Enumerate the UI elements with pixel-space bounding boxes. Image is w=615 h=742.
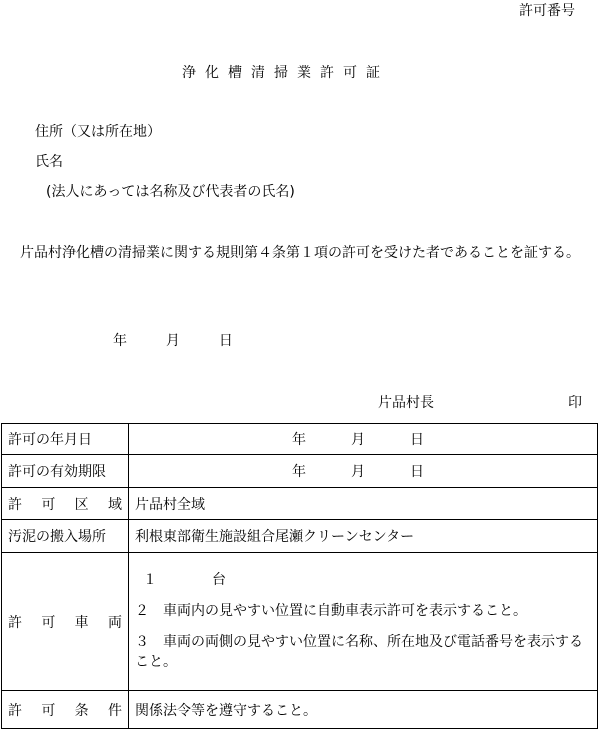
month-label: 月 [351, 464, 365, 480]
issue-date [113, 330, 233, 350]
validity-period-value [129, 455, 598, 488]
vehicle-count [135, 570, 591, 590]
year-label: 年 [292, 432, 306, 448]
permit-vehicle-value [129, 553, 598, 691]
mayor-title: 片品村長 [378, 395, 434, 411]
issue-day-label: 日 [218, 333, 233, 349]
label-char: 条 [74, 702, 89, 719]
month-label: 月 [351, 432, 365, 448]
issue-month-label: 月 [165, 333, 180, 349]
year-label: 年 [292, 464, 306, 480]
table-row [2, 520, 598, 553]
label-char: 許 [8, 614, 22, 631]
label-char: 両 [107, 614, 122, 631]
validity-period-label: 許可の有効期限 [2, 455, 129, 488]
label-char: 可 [41, 702, 56, 719]
permit-number-label: 許可番号 [519, 3, 575, 19]
document-title: 浄化槽清掃業許可証 [182, 65, 389, 81]
permit-date-value [129, 424, 598, 455]
certification-text: 片品村浄化槽の清掃業に関する規則第４条第１項の許可を受けた者であることを証する。 [20, 245, 580, 261]
label-char: 域 [107, 496, 122, 513]
name-field-label: 氏名 [35, 154, 63, 170]
table-row [2, 424, 598, 455]
vehicle-count-unit: 台 [212, 571, 226, 588]
issue-year-label: 年 [113, 333, 127, 349]
label-char: 可 [41, 496, 56, 513]
permit-area-value: 片品村全域 [129, 488, 598, 520]
table-row [2, 553, 598, 691]
table-row [2, 691, 598, 729]
day-label: 日 [410, 432, 424, 448]
label-char: 車 [74, 614, 89, 631]
sludge-destination-value: 利根東部衛生施設組合尾瀬クリーンセンター [129, 520, 598, 553]
table-row [2, 488, 598, 520]
permit-date-label: 許可の年月日 [2, 424, 129, 455]
vehicle-condition-marking: ３ 車両の両側の見やすい位置に名称、所在地及び電話番号を表示すること。 [135, 633, 583, 670]
corporation-note: (法人にあっては名称及び代表者の氏名) [46, 184, 295, 200]
label-char: 区 [74, 496, 89, 513]
label-char: 件 [107, 702, 122, 719]
address-field-label: 住所（又は所在地） [35, 124, 161, 140]
vehicle-count-number: １ [143, 571, 157, 588]
permit-vehicle-label [2, 553, 129, 691]
permit-area-label [2, 488, 129, 520]
label-char: 許 [8, 702, 22, 719]
seal-mark: 印 [568, 395, 582, 411]
permit-details-table [1, 423, 598, 729]
label-char: 許 [8, 496, 22, 513]
day-label: 日 [410, 464, 424, 480]
label-char: 可 [41, 614, 56, 631]
table-row [2, 455, 598, 488]
vehicle-condition-display: ２ 車両内の見やすい位置に自動車表示許可を表示すること。 [135, 602, 527, 619]
permit-conditions-value: 関係法令等を遵守すること。 [129, 691, 598, 729]
permit-conditions-label [2, 691, 129, 729]
sludge-destination-label: 汚泥の搬入場所 [2, 520, 129, 553]
